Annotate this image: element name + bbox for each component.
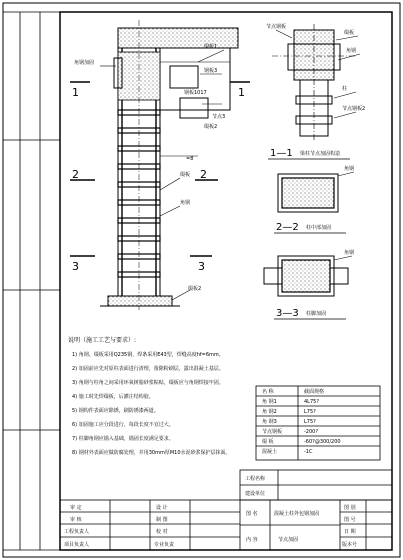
section-2-mark: 2—2 — [276, 222, 299, 233]
section-mark-2-right: 2 — [200, 168, 207, 181]
s1-tag-2: 角钢 — [346, 48, 357, 54]
tag-right-2: 缀板2 — [204, 124, 218, 130]
section-1-title: 梁柱节点加固构造 — [300, 151, 341, 157]
s1-tag-1: 缀板 — [344, 30, 355, 36]
table-header-spec: 截面规格 — [304, 389, 325, 395]
note-item-3: 3) 角钢与柱角之间采用环氧树脂砂浆粘贴，缀板应与角钢焊接牢固。 — [72, 380, 224, 386]
dim-label: =8 — [186, 156, 194, 162]
table-row-4-spec: -200? — [304, 429, 319, 435]
table-row-6-name: 混凝土 — [262, 449, 278, 455]
project-label: 工程名称 — [245, 476, 266, 482]
section-mark-1-right: 1 — [238, 86, 245, 99]
section-3-title: 柱脚加固 — [306, 311, 327, 317]
table-row-3-name: 角 钢3 — [262, 419, 277, 425]
top-slab — [118, 28, 238, 48]
drawing-label: 图 名 — [246, 511, 258, 517]
right-row-4: 版本号 — [342, 542, 358, 548]
content-name: 节点加固 — [278, 537, 299, 543]
note-item-6: 6) 加固施工应分段进行，每段长度不宜过大。 — [72, 422, 174, 428]
table-row-6-spec: -1C — [304, 449, 313, 455]
table-row-5-spec: -60?@300/200 — [304, 439, 341, 445]
right-row-1: 图 别 — [344, 505, 356, 511]
table-row-5-name: 缀 板 — [262, 439, 274, 445]
section-mark-2-left: 2 — [72, 168, 79, 181]
table-row-1-name: 角 钢1 — [262, 399, 277, 405]
table-row-3-spec: L75? — [304, 419, 316, 425]
table-row-1-spec: 4L75? — [304, 399, 319, 405]
table-row-4-name: 节点钢板 — [262, 429, 283, 435]
mid-row-2: 制 图 — [156, 517, 168, 523]
left-row-2: 审 核 — [70, 517, 82, 523]
s1-tag-0: 节点钢板 — [266, 24, 287, 30]
s2-tag-0: 角钢 — [344, 166, 355, 172]
right-row-3: 日 期 — [344, 529, 356, 535]
section-1-1-view — [272, 24, 360, 140]
s3-tag-0: 角钢 — [344, 250, 355, 256]
note-item-1: 1) 角钢、缀板采用Q235钢，焊条采用E43型，焊缝高度hf=6mm。 — [72, 352, 224, 358]
section-3-mark: 3—3 — [276, 308, 299, 319]
note-item-5: 5) 钢构件表面应除锈，刷防锈漆两道。 — [72, 408, 159, 414]
tag-mid: 缀板 — [180, 172, 191, 178]
notes-block — [68, 336, 231, 456]
drawing-name: 混凝土柱外包钢加固 — [274, 511, 320, 517]
tag-angle: 钢板3 — [204, 68, 218, 74]
tag-top-left: 角钢加固 — [74, 60, 95, 66]
unit-label: 建设单位 — [245, 491, 266, 497]
section-2-2-view — [278, 172, 354, 212]
table-row-2-spec: L75? — [304, 409, 316, 415]
column-base — [108, 296, 172, 306]
content-label: 内 容 — [246, 537, 258, 543]
binding-strip — [3, 12, 60, 550]
note-item-2: 2) 加固前应先对原柱表面进行清理，凿除粉刷层，露出混凝土基层。 — [72, 366, 224, 372]
main-elevation — [70, 20, 250, 310]
section-3-3-view — [264, 256, 352, 296]
tag-bracket: 钢板1017 — [184, 90, 207, 96]
section-mark-3-right: 3 — [198, 260, 205, 273]
mid-row-3: 校 对 — [156, 529, 168, 535]
section-mark-3-left: 3 — [72, 260, 79, 273]
note-item-7: 7) 柱脚角钢应锚入基础，锚固长度满足要求。 — [72, 436, 174, 442]
section-mark-1-left: 1 — [72, 86, 79, 99]
tag-bottom: 缀板2 — [188, 286, 202, 292]
table-header-name: 名 称 — [262, 389, 274, 395]
note-item-8: 8) 钢材外表面应做防腐处理，并用30mm厚M10水泥砂浆保护层抹面。 — [72, 450, 231, 456]
notes-title: 说明（施工工艺与要求）: — [68, 337, 137, 344]
mid-row-1: 设 计 — [156, 505, 168, 511]
right-row-2: 图 号 — [344, 517, 356, 523]
section-1-mark: 1—1 — [270, 148, 293, 159]
table-row-2-name: 角 钢2 — [262, 409, 277, 415]
note-item-4: 4) 施工时先焊缀板，后灌注结构胶。 — [72, 394, 154, 400]
mid-row-4: 专业负责 — [154, 542, 175, 548]
section-2-title: 柱中部加固 — [306, 225, 332, 231]
tag-right-1: 缀板1 — [204, 44, 218, 50]
s1-tag-3: 柱 — [342, 86, 348, 92]
tag-detail: 节点3 — [212, 114, 226, 120]
left-row-4: 项目负责人 — [64, 542, 90, 548]
inner-frame — [60, 12, 392, 550]
outer-frame — [3, 3, 400, 557]
s1-tag-4: 节点钢板2 — [342, 106, 366, 112]
title-block — [60, 470, 392, 550]
material-table-text — [262, 388, 341, 455]
left-row-1: 审 定 — [70, 505, 82, 511]
left-row-3: 工程负责人 — [64, 529, 90, 535]
tag-plate: 角钢 — [180, 200, 191, 206]
